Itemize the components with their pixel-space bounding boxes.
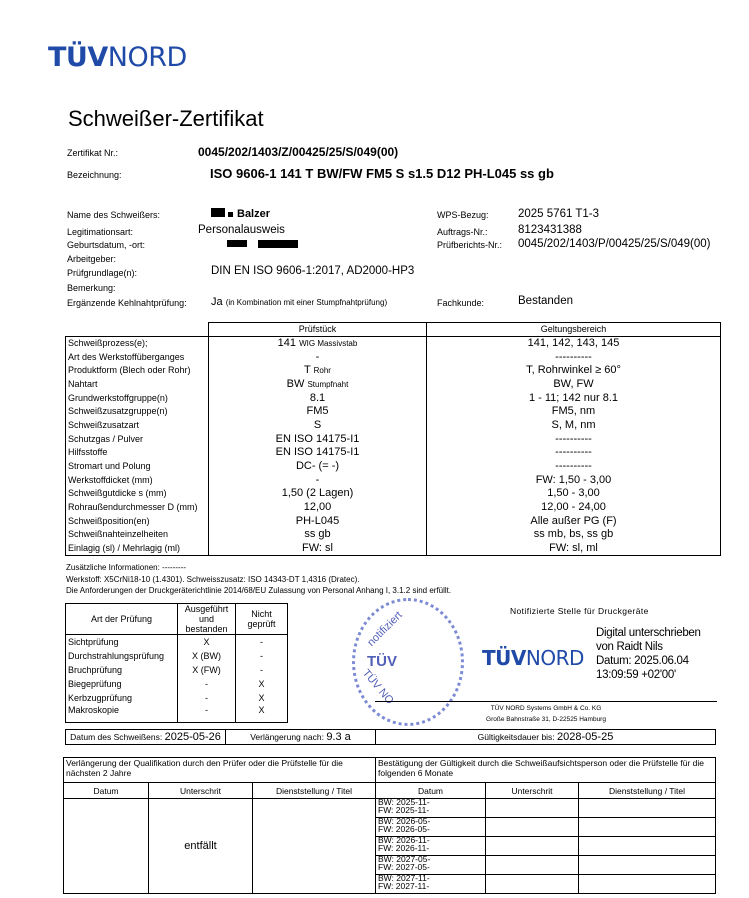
wps-label: WPS-Bezug: (437, 210, 489, 220)
geb-label: Geburtsdatum, -ort: (67, 240, 146, 250)
table-row (66, 705, 288, 723)
fach-label: Fachkunde: (437, 298, 485, 308)
logo-tuv: TÜV (48, 42, 108, 73)
test-not: - (236, 635, 288, 649)
geltung-value: T, Rohrwinkel ≥ 60° (427, 364, 721, 378)
weld-date: Datum des Schweißens: 2025-05-26 (66, 730, 226, 744)
table-row (66, 378, 721, 392)
extra-line: Werkstoff: X5CrNi18-10 (1.4301). Schweisszusatz: ISO 14343-DT 1,4316 (Dratec). (66, 574, 360, 584)
bericht-value: 0045/202/1403/P/00425/25/S/049(00) (518, 238, 711, 250)
table-row (66, 350, 721, 364)
logo-tuv: TÜV (482, 646, 526, 670)
table-row (66, 635, 288, 649)
table-row (66, 691, 288, 705)
test-not: X (236, 705, 288, 723)
geltung-value: BW, FW (427, 378, 721, 392)
kehl-ja: Ja (211, 296, 223, 308)
row-label: Nahtart (66, 378, 209, 392)
col-titel: Dienststellung / Titel (579, 783, 716, 799)
arbeit-label: Arbeitgeber: (67, 254, 117, 264)
row-label: Einlagig (sl) / Mehrlagig (ml) (66, 542, 209, 556)
col-unterschrift: Unterschrit (486, 783, 579, 799)
sig-line: von Raidt Nils (596, 641, 663, 653)
test-not: - (236, 663, 288, 677)
renew-date-cell (64, 799, 149, 894)
signature-cell[interactable] (486, 837, 579, 856)
table-row (66, 432, 721, 446)
renew-right-title: Bestätigung der Gültigkeit durch die Schweißaufsichtsperson oder die Prüfstelle für die folgenden 6 Monate (376, 758, 716, 783)
tuvnord-logo-small (482, 646, 584, 670)
welder-name (211, 208, 270, 220)
pruefstueck-value: DC- (= -) (209, 460, 427, 474)
table-row (66, 528, 721, 542)
test-done: - (178, 691, 236, 705)
row-label: Schweißzusatzart (66, 419, 209, 433)
renewal-table (63, 757, 716, 894)
redaction (228, 212, 233, 217)
pruefstueck-value: 8.1 (209, 391, 427, 405)
renew-title-cell (253, 799, 376, 894)
fach-value: Bestanden (518, 295, 573, 307)
sig-line: Datum: 2025.06.04 (596, 655, 689, 667)
table-row (66, 677, 288, 691)
sig-line: 13:09:59 +02'00' (596, 669, 676, 681)
pruefstueck-value: - (209, 350, 427, 364)
geltung-value: FW: 1,50 - 3,00 (427, 473, 721, 487)
dates-bar (65, 729, 716, 745)
geltung-value: 141, 142, 143, 145 (427, 337, 721, 351)
bericht-label: Prüfberichts-Nr.: (437, 240, 503, 250)
stamp-logo: TÜV (367, 653, 397, 670)
test-not: X (236, 691, 288, 705)
header-nicht: Nicht geprüft (236, 604, 288, 635)
table-row (66, 514, 721, 528)
table-row (66, 337, 721, 351)
pruefstueck-value: FM5 (209, 405, 427, 419)
test-done: X (BW) (178, 649, 236, 663)
redaction (227, 240, 247, 247)
table-row (66, 364, 721, 378)
col-unterschrift: Unterschrit (149, 783, 253, 799)
test-not: X (236, 677, 288, 691)
table-row (64, 799, 716, 818)
title-cell[interactable] (579, 837, 716, 856)
extra-line: Die Anforderungen der Druckgeräterichtlinie 2014/68/EU Zulassung von Personal Anhang I, 3.1.2 sind erfüllt. (66, 586, 452, 595)
row-label: Grundwerkstoffgruppe(n) (66, 391, 209, 405)
row-label: Produktform (Blech oder Rohr) (66, 364, 209, 378)
grund-value: DIN EN ISO 9606-1:2017, AD2000-HP3 (211, 265, 415, 277)
stamp-text: notifiziert (365, 609, 405, 649)
confirm-date: BW: 2026-11- FW: 2026-11- (376, 837, 486, 856)
row-label: Rohraußendurchmesser D (mm) (66, 501, 209, 515)
name-value: Balzer (237, 208, 271, 220)
geltung-value: 1 - 11; 142 nur 8.1 (427, 391, 721, 405)
table-row (66, 419, 721, 433)
pruefstueck-value: BW Stumpfnaht (209, 378, 427, 392)
extra-line: Zusätzliche Informationen: --------- (66, 563, 187, 572)
row-label: Schweißposition(en) (66, 514, 209, 528)
title-cell[interactable] (579, 799, 716, 818)
bem-label: Bemerkung: (67, 283, 116, 293)
geltung-value: ss mb, bs, ss gb (427, 528, 721, 542)
geltung-value: ---------- (427, 460, 721, 474)
row-label: Art des Werkstoffüberganges (66, 350, 209, 364)
table-row (66, 501, 721, 515)
blank (66, 323, 209, 337)
notified-body: Notifizierte Stelle für Druckgeräte (510, 606, 649, 616)
company-street: Große Bahnstraße 31, D-22525 Hamburg (486, 716, 606, 723)
confirm-date: BW: 2026-05- FW: 2026-05- (376, 818, 486, 837)
col-titel: Dienststellung / Titel (253, 783, 376, 799)
company-address (375, 703, 717, 725)
row-label: Schweißprozess(e); (66, 337, 209, 351)
geltung-value: Alle außer PG (F) (427, 514, 721, 528)
renew-left-title: Verlängerung der Qualifikation durch den Prüfer oder die Prüfstelle für die nächsten 2 Jahre (64, 758, 376, 783)
pruefstueck-value: ss gb (209, 528, 427, 542)
kehl-note: (in Kombination mit einer Stumpfnahtprüfung) (225, 298, 388, 307)
wps-value: 2025 5761 T1-3 (518, 208, 599, 220)
header-art: Art der Prüfung (66, 604, 178, 635)
geltung-value: S, M, nm (427, 419, 721, 433)
tests-table (65, 603, 288, 723)
table-row (66, 473, 721, 487)
test-name: Sichtprüfung (66, 635, 178, 649)
valid-until: Gültigkeitsdauer bis: 2028-05-25 (477, 731, 614, 743)
extension: Verlängerung nach: 9.3 a (226, 730, 376, 744)
auftrag-label: Auftrags-Nr.: (437, 227, 488, 237)
signature-cell[interactable] (486, 856, 579, 875)
confirm-date: BW: 2027-05- FW: 2027-05- (376, 856, 486, 875)
kehl-value (211, 296, 387, 308)
extra-info (66, 562, 451, 597)
pruefstueck-value: EN ISO 14175-I1 (209, 446, 427, 460)
entfaellt: entfällt (149, 799, 253, 894)
auftrag-value: 8123431388 (518, 224, 582, 236)
table-row (66, 663, 288, 677)
cert-nr-label: Zertifikat Nr.: (67, 148, 119, 158)
test-done: X (178, 635, 236, 649)
tuvnord-logo (48, 42, 187, 73)
table-row (66, 405, 721, 419)
divider (375, 701, 717, 702)
table-row (66, 542, 721, 556)
table-row (66, 649, 288, 663)
col-datum: Datum (376, 783, 486, 799)
geltung-value: ---------- (427, 432, 721, 446)
title-cell[interactable] (579, 856, 716, 875)
row-label: Schutzgas / Pulver (66, 432, 209, 446)
test-done: - (178, 677, 236, 691)
bezeichnung-label: Bezeichnung: (67, 170, 122, 180)
geltung-value: ---------- (427, 446, 721, 460)
name-label: Name des Schweißers: (67, 210, 161, 220)
pruefstueck-value: EN ISO 14175-I1 (209, 432, 427, 446)
row-label: Schweißnahteinzelheiten (66, 528, 209, 542)
test-name: Durchstrahlungsprüfung (66, 649, 178, 663)
pruefstueck-value: 12,00 (209, 501, 427, 515)
test-done: - (178, 705, 236, 723)
digital-signature (596, 626, 701, 682)
row-label: Schweißzusatzgruppe(n) (66, 405, 209, 419)
test-name: Kerbzugprüfung (66, 691, 178, 705)
pruefstueck-value: FW: sl (209, 542, 427, 556)
header-ausgefuehrt: Ausgeführt und bestanden (178, 604, 236, 635)
test-name: Makroskopie (66, 705, 178, 723)
row-label: Schweißgutdicke s (mm) (66, 487, 209, 501)
pruefstueck-value: S (209, 419, 427, 433)
geltung-value: FW: sl, ml (427, 542, 721, 556)
sig-line: Digital unterschrieben (596, 627, 701, 639)
test-name: Bruchprüfung (66, 663, 178, 677)
test-name: Biegeprüfung (66, 677, 178, 691)
confirm-date: BW: 2025-11- FW: 2025-11- (376, 799, 486, 818)
pruefstueck-value: T Rohr (209, 364, 427, 378)
row-label: Werkstoffdicket (mm) (66, 473, 209, 487)
header-geltungsbereich: Geltungsbereich (427, 323, 721, 337)
stamp-text: TÜV NO (359, 667, 396, 707)
row-label: Hilfsstoffe (66, 446, 209, 460)
qualification-table (65, 322, 721, 556)
page-title: Schweißer-Zertifikat (68, 106, 264, 131)
pruefstueck-value: - (209, 473, 427, 487)
table-row (66, 391, 721, 405)
test-not: - (236, 649, 288, 663)
header-pruefstueck: Prüfstück (209, 323, 427, 337)
legit-label: Legitimationsart: (67, 227, 134, 237)
table-row (66, 446, 721, 460)
cert-nr: 0045/202/1403/Z/00425/25/S/049(00) (198, 145, 399, 159)
signature-cell[interactable] (486, 799, 579, 818)
geltung-value: FM5, nm (427, 405, 721, 419)
logo-nord: NORD (107, 42, 187, 73)
company-name: TÜV NORD Systems GmbH & Co. KG (490, 705, 602, 712)
confirm-date: BW: 2027-11- FW: 2027-11- (376, 875, 486, 894)
geltung-value: 1,50 - 3,00 (427, 487, 721, 501)
pruefstueck-value: 1,50 (2 Lagen) (209, 487, 427, 501)
redaction (211, 208, 225, 217)
pruefstueck-value: PH-L045 (209, 514, 427, 528)
title-cell[interactable] (579, 818, 716, 837)
redaction (258, 240, 298, 248)
row-label: Stromart und Polung (66, 460, 209, 474)
geltung-value: 12,00 - 24,00 (427, 501, 721, 515)
kehl-label: Ergänzende Kehlnahtprüfung: (67, 298, 187, 308)
pruefstueck-value: 141 WIG Massivstab (209, 337, 427, 351)
table-row (66, 487, 721, 501)
signature-cell[interactable] (486, 818, 579, 837)
grund-label: Prüfgrundlage(n): (67, 268, 138, 278)
geltung-value: ---------- (427, 350, 721, 364)
title-cell[interactable] (579, 875, 716, 894)
legit-value: Personalausweis (198, 224, 285, 236)
signature-cell[interactable] (486, 875, 579, 894)
logo-nord: NORD (525, 646, 584, 670)
col-datum: Datum (64, 783, 149, 799)
bezeichnung: ISO 9606-1 141 T BW/FW FM5 S s1.5 D12 PH-L045 ss gb (210, 166, 554, 181)
test-done: X (FW) (178, 663, 236, 677)
table-row (66, 460, 721, 474)
